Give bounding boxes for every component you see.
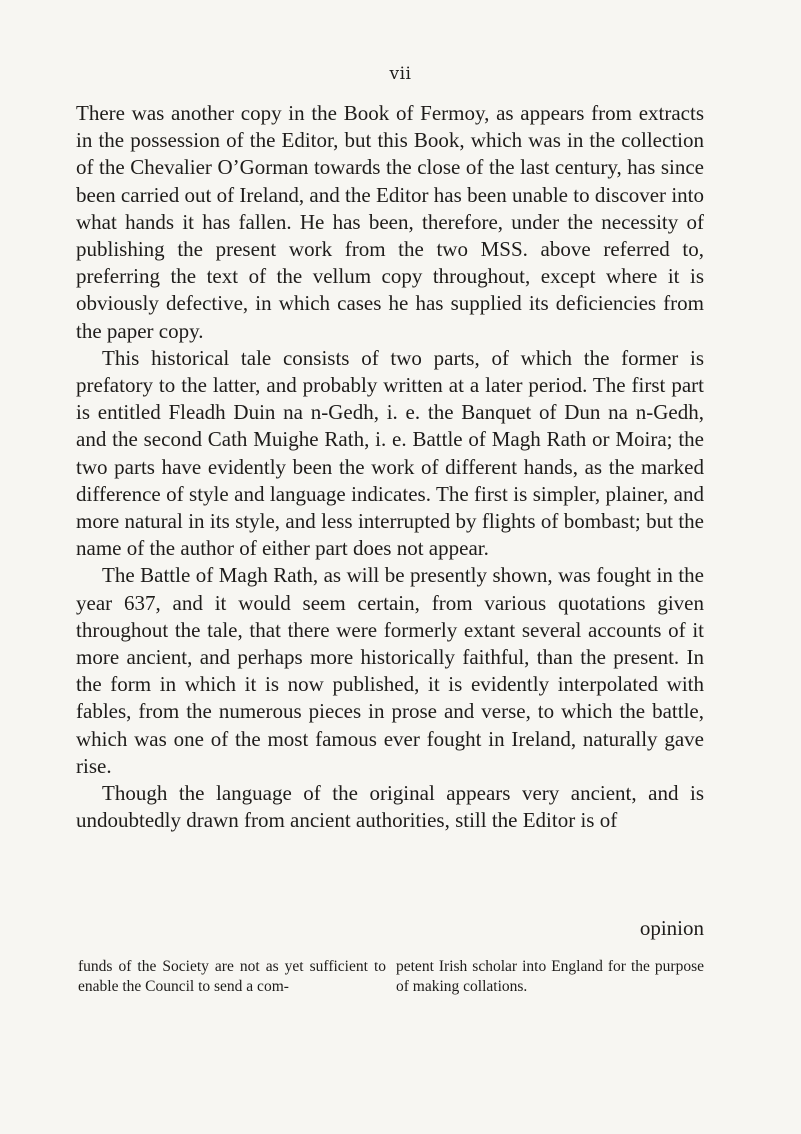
paragraph-battle-of-magh-rath: The Battle of Magh Rath, as will be presently shown, was fought in the year 637, and it would seem certain, from various quotations given throughout the tale, that there were formerly extant several accounts of it more ancient, and perhaps more historically faithful, than the present. In the form in which it is now published, it is evidently interpolated with fables, from the numerous pieces in prose and verse, to which the battle, which was one of the most famous ever fought in Ireland, naturally gave rise. — [76, 563, 704, 778]
paragraph-language-of-original: Though the language of the original appears very ancient, and is undoubtedly drawn from ancient authorities, still the Editor is of — [76, 781, 704, 833]
footnote-right-column: petent Irish scholar into England for the purpose of making collations. — [396, 958, 704, 995]
paragraph-historical-tale: This historical tale consists of two parts, of which the former is prefatory to the latter, and probably written at a later period. The first part is entitled Fleadh Duin na n-Gedh, i. e. the Banquet of Dun na n-Gedh, and the second Cath Muighe Rath, i. e. Battle of Magh Rath or Moira; the two parts have evidently been the work of different hands, as the marked difference of style and language indicates. The first is simpler, plainer, and more natural in its style, and less interrupted by flights of bombast; but the name of the author of either part does not appear. — [76, 345, 704, 561]
paragraph-fermoy-copy: There was another copy in the Book of Fermoy, as appears from extracts in the possession of the Editor, but this Book, which was in the collection of the Chevalier O’Gorman towards the close of the last century, has since been carried out of Ireland, and the Editor has been unable to discover into what hands it has fallen. He has been, therefore, under the necessity of publishing the present work from the two MSS. above referred to, preferring the text of the vellum copy throughout, except where it is obviously defective, in which cases he has supplied its deficiencies from the paper copy. — [76, 101, 704, 343]
footnote-left-column: funds of the Society are not as yet sufficient to enable the Council to send a com- — [78, 958, 386, 995]
body-text — [76, 100, 704, 834]
page-number: vii — [389, 64, 412, 84]
catchword: opinion — [639, 916, 704, 940]
footnotes — [78, 957, 704, 997]
